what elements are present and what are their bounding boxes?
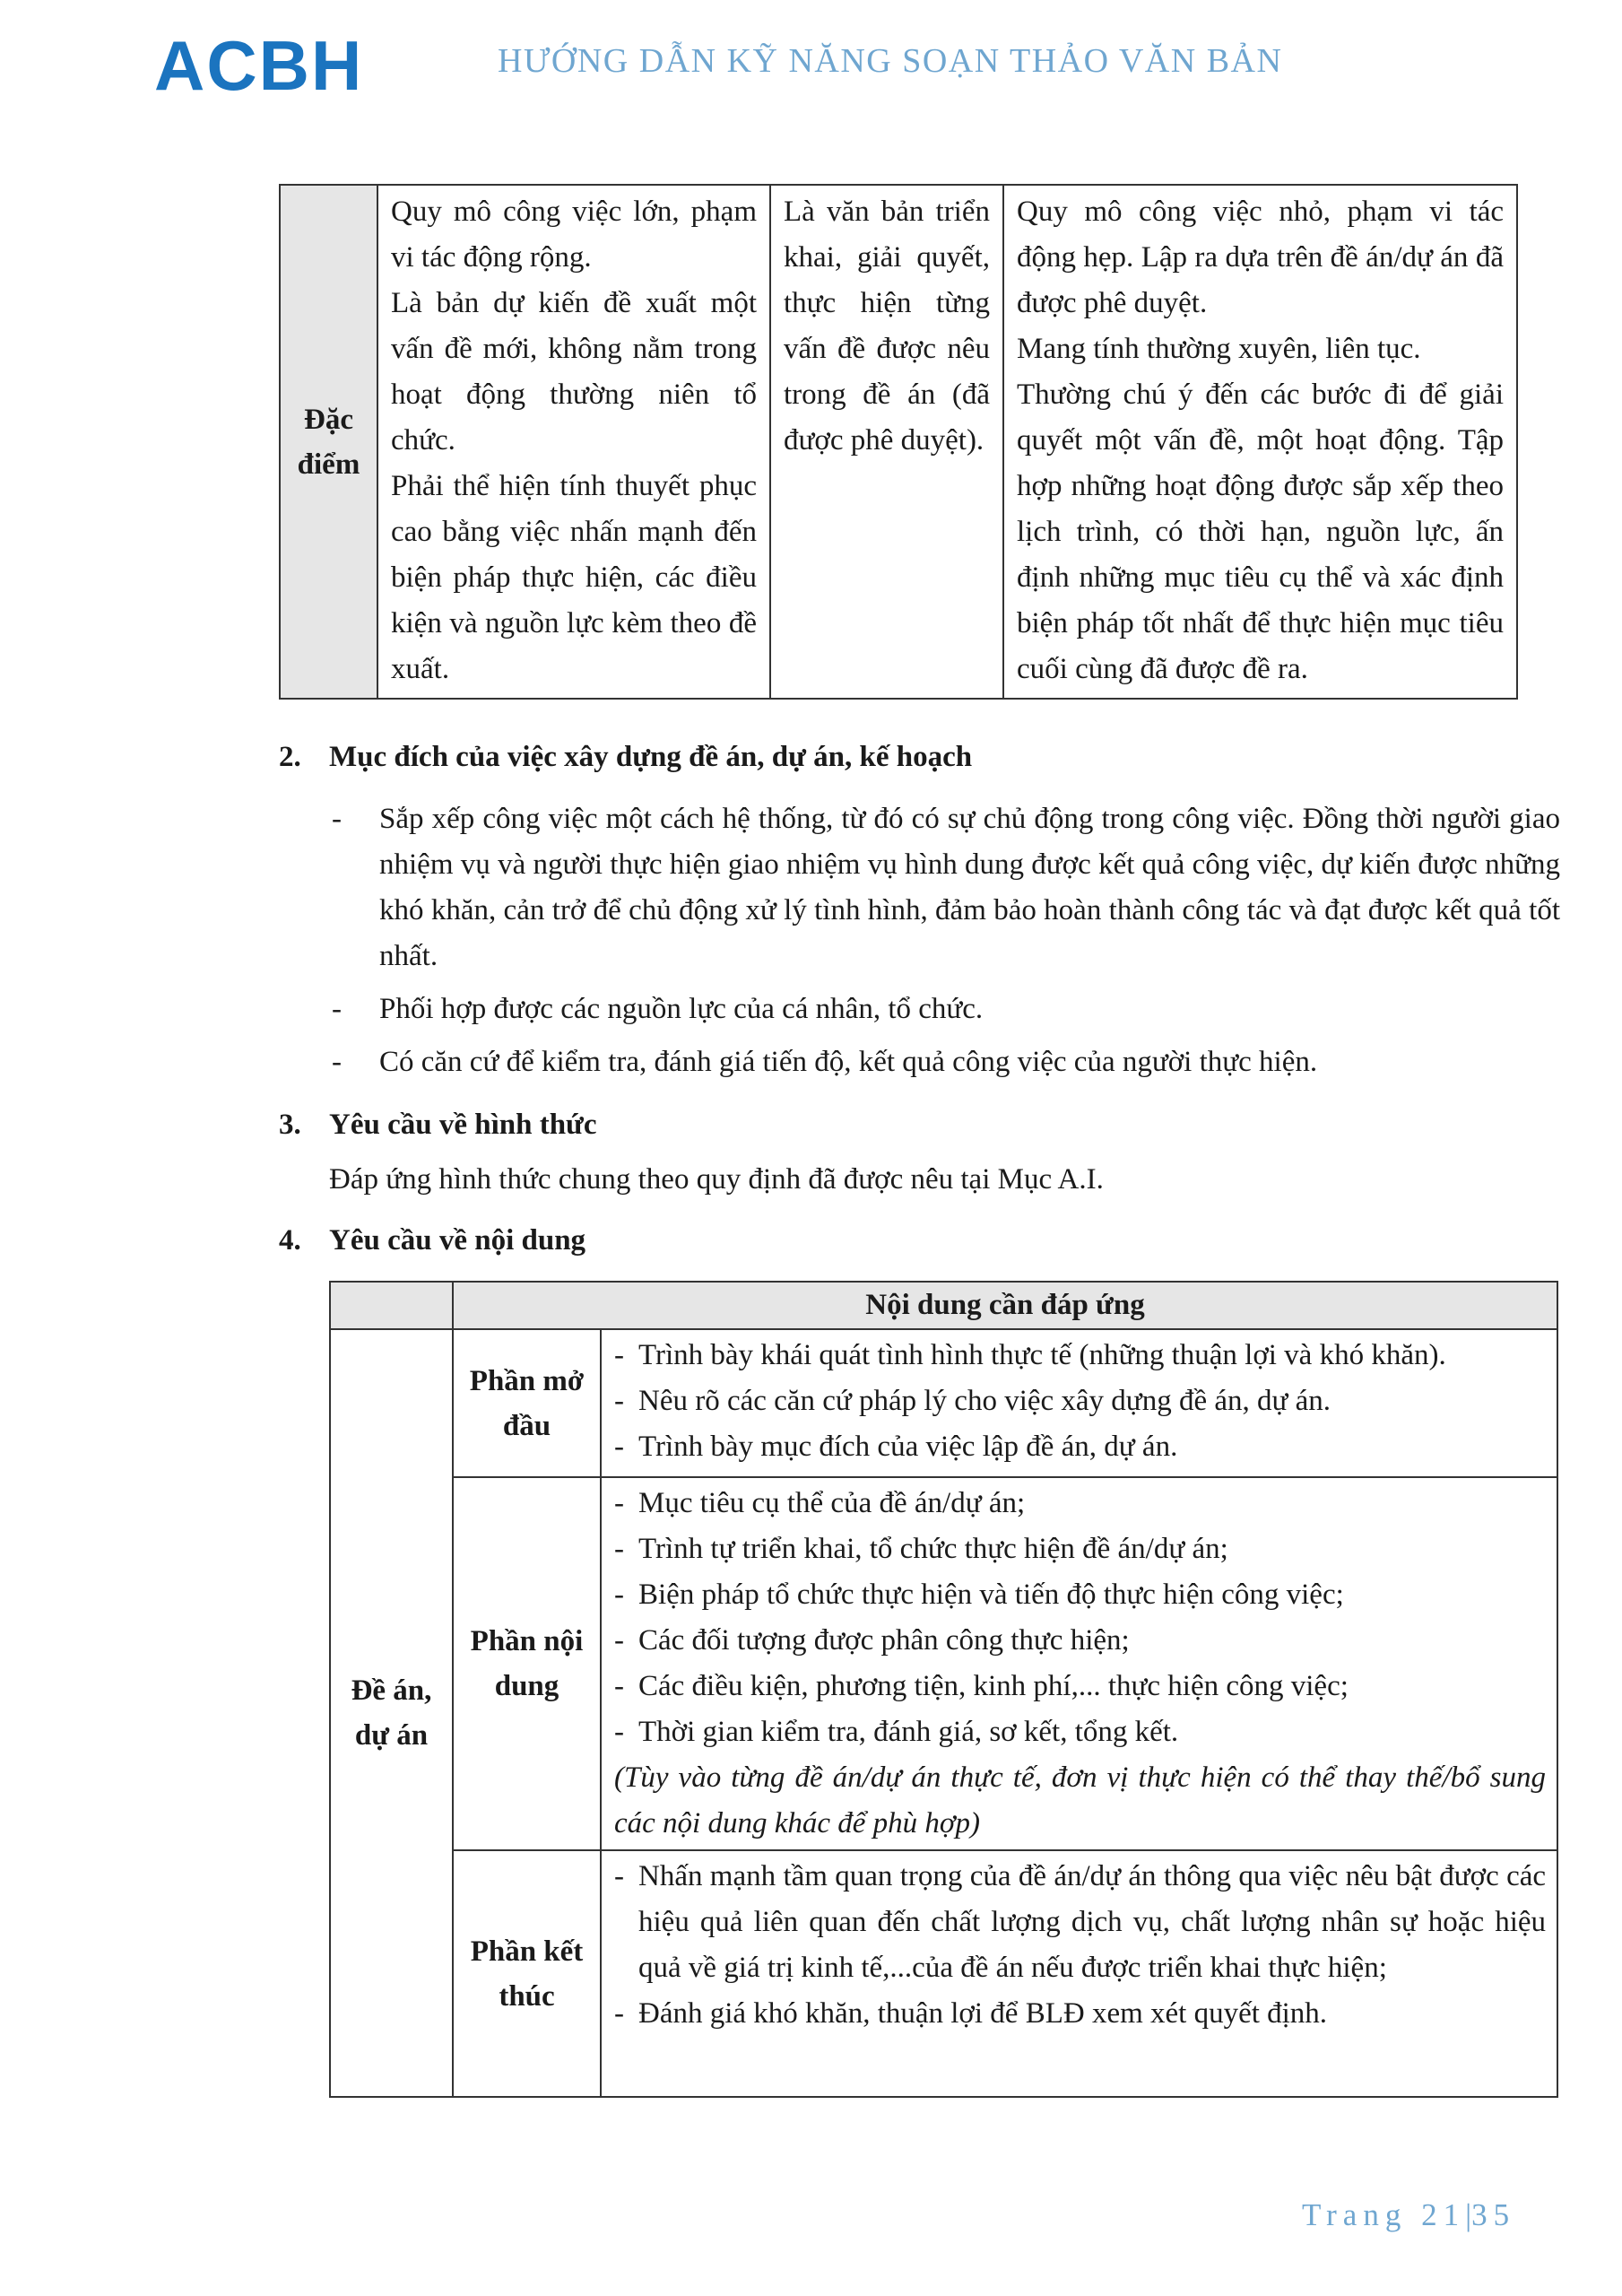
list-item: - Biện pháp tổ chức thực hiện và tiến độ thực hiện công việc; <box>614 1578 1344 1611</box>
part-content-mo-dau <box>601 1329 1557 1477</box>
company-logo: ACBH <box>154 26 364 105</box>
list-item: - Có căn cứ để kiểm tra, đánh giá tiến độ, kết quả công việc của người thực hiện. <box>332 1046 1318 1078</box>
section-number: 4. <box>279 1224 301 1257</box>
row-label-dac-diem: Đặc điểm <box>280 185 377 699</box>
cell-paragraph: Phải thể hiện tính thuyết phục cao bằng việc nhấn mạnh đến biện pháp thực hiện, các điều kiện và nguồn lực kèm theo đề xuất. <box>391 470 757 685</box>
part-content-ket-thuc <box>601 1850 1557 2097</box>
comparison-table <box>279 184 1518 700</box>
section-title: Mục đích của việc xây dựng đề án, dự án, kế hoạch <box>329 741 973 773</box>
current-page: 21 <box>1421 2197 1466 2232</box>
page-word: Trang <box>1302 2197 1408 2232</box>
section-title: Yêu cầu về nội dung <box>329 1224 586 1257</box>
list-item: - Sắp xếp công việc một cách hệ thống, từ đó có sự chủ động trong công việc. Đồng thời người giao nhiệm vụ và người thực hiện giao nhiệm vụ hình dung được kết quả công việc, dự kiến được những khó khăn, cản trở để chủ động xử lý tình hình, đảm bảo hoàn thành công tác và đạt được kết quả tốt nhất. <box>332 803 1560 972</box>
list-item: - Thời gian kiểm tra, đánh giá, sơ kết, tổng kết. <box>614 1716 1179 1748</box>
section-number: 2. <box>279 741 301 773</box>
document-header-title: HƯỚNG DẪN KỸ NĂNG SOẠN THẢO VĂN BẢN <box>498 42 1283 80</box>
table-cell-de-an <box>377 185 770 699</box>
table-cell-du-an <box>770 185 1003 699</box>
list-item: - Phối hợp được các nguồn lực của cá nhân, tổ chức. <box>332 993 984 1025</box>
total-pages: 35 <box>1471 2197 1516 2232</box>
table-row <box>330 1329 1557 1477</box>
part-label-ket-thuc: Phần kết thúc <box>453 1850 601 2097</box>
page-separator: | <box>1465 2197 1472 2232</box>
list-item: - Nêu rõ các căn cứ pháp lý cho việc xây dựng đề án, dự án. <box>614 1385 1331 1417</box>
table-header-empty <box>330 1282 453 1329</box>
cell-paragraph: Quy mô công việc lớn, phạm vi tác động rộng. <box>391 196 757 274</box>
list-item: - Mục tiêu cụ thể của đề án/dự án; <box>614 1487 1026 1519</box>
cell-paragraph: Mang tính thường xuyên, liên tục. <box>1017 333 1421 365</box>
section-4-heading <box>279 1224 585 1257</box>
content-requirements-table <box>329 1281 1558 2098</box>
page-number-footer <box>1302 2197 1515 2233</box>
table-row <box>330 1477 1557 1850</box>
list-item: - Trình bày khái quát tình hình thực tế (những thuận lợi và khó khăn). <box>614 1339 1446 1371</box>
italic-note: (Tùy vào từng đề án/dự án thực tế, đơn vị thực hiện có thể thay thế/bổ sung các nội dung khác để phù hợp) <box>614 1761 1547 1839</box>
list-item: - Trình bày mục đích của việc lập đề án, dự án. <box>614 1431 1178 1463</box>
section-number: 3. <box>279 1109 301 1141</box>
cell-paragraph: Là văn bản triển khai, giải quyết, thực hiện từng vấn đề được nêu trong đề án (đã được phê duyệt). <box>784 196 990 457</box>
list-item: - Các đối tượng được phân công thực hiện; <box>614 1624 1130 1657</box>
list-item: - Các điều kiện, phương tiện, kinh phí,... thực hiện công việc; <box>614 1670 1349 1702</box>
list-item: - Trình tự triển khai, tổ chức thực hiện đề án/dự án; <box>614 1533 1228 1565</box>
part-content-noi-dung <box>601 1477 1557 1850</box>
part-label-noi-dung: Phần nội dung <box>453 1477 601 1850</box>
table-header-cell: Nội dung cần đáp ứng <box>453 1282 1557 1329</box>
table-cell-ke-hoach <box>1003 185 1517 699</box>
part-label-mo-dau: Phần mở đầu <box>453 1329 601 1477</box>
table-row <box>280 185 1517 699</box>
list-item: - Đánh giá khó khăn, thuận lợi để BLĐ xem xét quyết định. <box>614 1997 1328 2030</box>
cell-paragraph: Quy mô công việc nhỏ, phạm vi tác động hẹp. Lập ra dựa trên đề án/dự án đã được phê duyệt. <box>1017 196 1504 319</box>
row-label-de-an-du-an: Đề án, dự án <box>330 1329 453 2097</box>
table-header-row <box>330 1282 1557 1329</box>
table-row <box>330 1850 1557 2097</box>
section-2-bullet-list <box>332 796 1560 1085</box>
section-3-text: Đáp ứng hình thức chung theo quy định đã được nêu tại Mục A.I. <box>329 1163 1104 1196</box>
cell-paragraph: Là bản dự kiến đề xuất một vấn đề mới, không nằm trong hoạt động thường niên tổ chức. <box>391 287 757 457</box>
section-title: Yêu cầu về hình thức <box>329 1109 597 1141</box>
section-2-heading <box>279 741 972 774</box>
cell-paragraph: Thường chú ý đến các bước đi để giải quyết một vấn đề, một hoạt động. Tập hợp những hoạt động được sắp xếp theo lịch trình, có thời hạn, nguồn lực, ấn định những mục tiêu cụ thể và xác định biện pháp tốt nhất để thực hiện mục tiêu cuối cùng đã được đề ra. <box>1017 378 1504 685</box>
list-item: - Nhấn mạnh tầm quan trọng của đề án/dự án thông qua việc nêu bật được các hiệu quả liên quan đến chất lượng dịch vụ, chất lượng nhân sự hoặc hiệu quả về giá trị kinh tế,...của đề án nếu được triển khai thực hiện; <box>614 1860 1547 1984</box>
section-3-heading <box>279 1109 597 1142</box>
